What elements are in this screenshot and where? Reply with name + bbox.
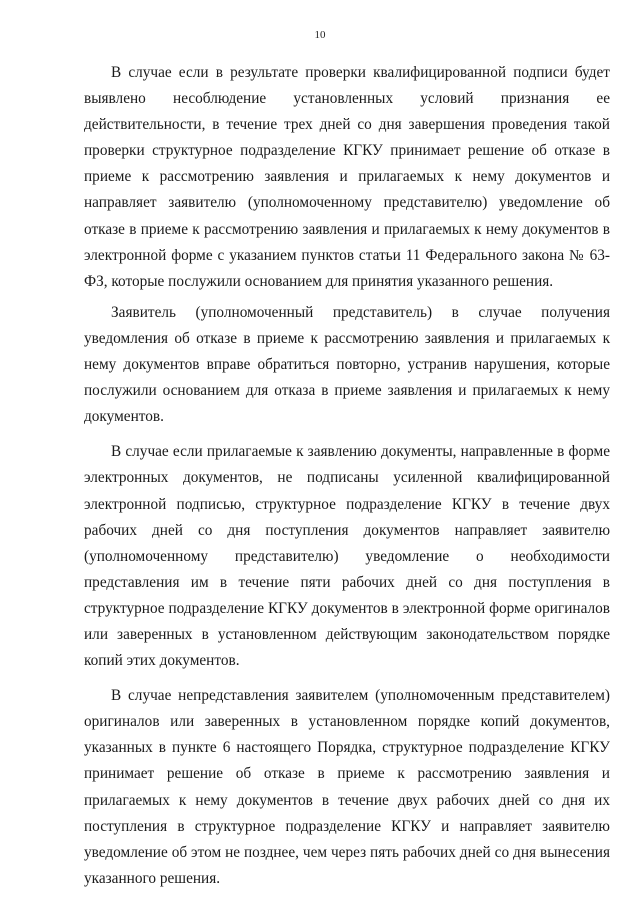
page-number: 10 <box>314 29 326 41</box>
paragraph-repeat-application: Заявитель (уполномоченный представитель) в случае получения уведомления об отказе в приеме к рассмотрению заявления и прилагаемых к нему документов вправе обратиться повторно, устранив нарушения, которые послужили основанием для отказа в приеме заявления и прилагаемых к нему документов. <box>84 303 610 426</box>
paragraph-qualified-signature-check: В случае если в результате проверки квалифицированной подписи будет выявлено несоблюдение установленных условий признания ее действительности, в течение трех дней со дня завершения проведения такой проверки структурное подразделение КГКУ принимает решение об отказе в приеме к рассмотрению заявления и прилагаемых к нему документов и направляет заявителю (уполномоченному представителю) уведомление об отказе в приеме к рассмотрению заявления и прилагаемых к нему документов в электронной форме с указанием пунктов статьи 11 Федерального закона № 63-ФЗ, которые послужили основанием для принятия указанного решения. <box>84 64 610 290</box>
paragraph-unsigned-documents: В случае если прилагаемые к заявлению документы, направленные в форме электронных документов, не подписаны усиленной квалифицированной электронной подписью, структурное подразделение КГКУ в течение двух рабочих дней со дня поступления документов направляет заявителю (уполномоченному представителю) уведомление о необходимости представления им в течение пяти рабочих дней со дня поступления в структурное подразделение КГКУ документов в электронной форме оригиналов или заверенных в установленном действующим законодательством порядке копий этих документов. <box>84 443 610 670</box>
page-body <box>84 60 610 892</box>
paragraph-non-submission: В случае непредставления заявителем (уполномоченным представителем) оригиналов или заверенных в установленном порядке копий документов, указанных в пункте 6 настоящего Порядка, структурное подразделение КГКУ принимает решение об отказе в приеме к рассмотрению заявления и прилагаемых к нему документов в течение двух рабочих дней со дня их поступления в структурное подразделение КГКУ и направляет заявителю уведомление об этом не позднее, чем через пять рабочих дней со дня вынесения указанного решения. <box>84 687 610 887</box>
